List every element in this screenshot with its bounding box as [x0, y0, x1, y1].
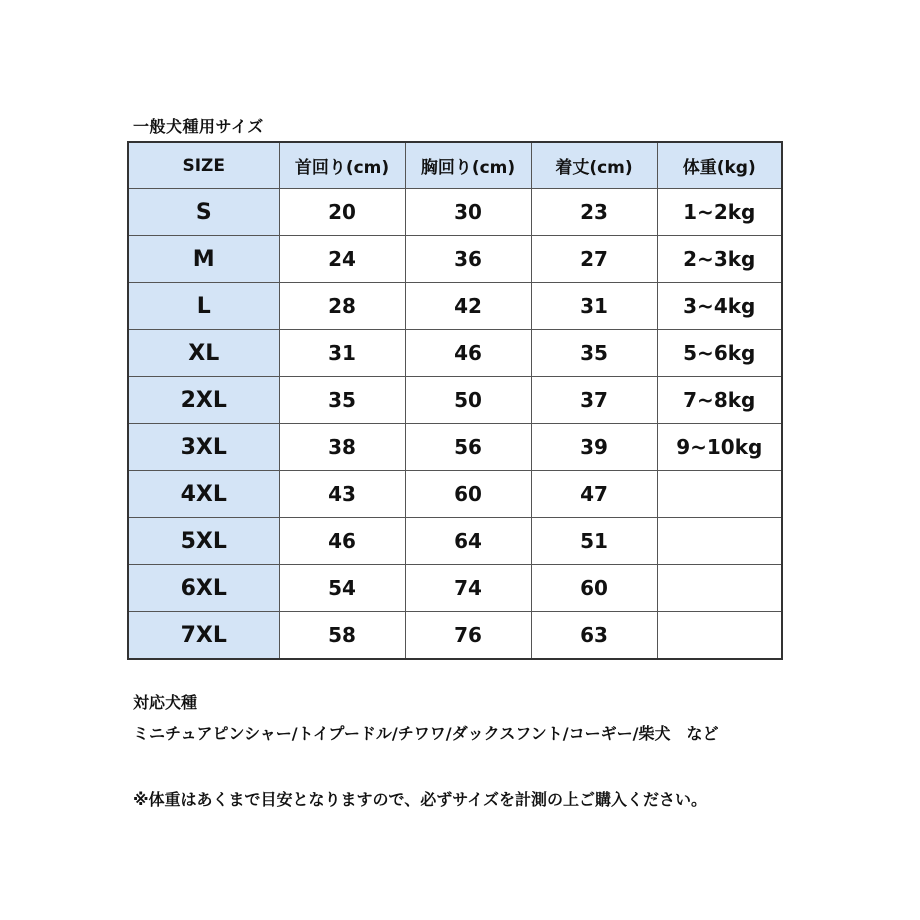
cell-size: XL — [128, 330, 279, 377]
cell-neck: 58 — [279, 612, 405, 660]
cell-chest: 36 — [405, 236, 531, 283]
cell-length: 39 — [531, 424, 657, 471]
cell-neck: 20 — [279, 189, 405, 236]
cell-size: 3XL — [128, 424, 279, 471]
cell-weight — [657, 471, 782, 518]
cell-chest: 74 — [405, 565, 531, 612]
cell-weight: 5~6kg — [657, 330, 782, 377]
cell-chest: 60 — [405, 471, 531, 518]
cell-neck: 24 — [279, 236, 405, 283]
table-row — [128, 330, 782, 377]
size-table — [127, 141, 783, 660]
cell-size: M — [128, 236, 279, 283]
cell-length: 31 — [531, 283, 657, 330]
cell-chest: 42 — [405, 283, 531, 330]
cell-neck: 35 — [279, 377, 405, 424]
cell-size: 4XL — [128, 471, 279, 518]
table-header-row — [128, 142, 782, 189]
cell-size: S — [128, 189, 279, 236]
breeds-list: ミニチュアピンシャー/トイプードル/チワワ/ダックスフント/コーギー/柴犬 など — [133, 724, 719, 743]
weight-note: ※体重はあくまで目安となりますので、必ずサイズを計測の上ご購入ください。 — [133, 790, 707, 809]
cell-length: 47 — [531, 471, 657, 518]
cell-chest: 46 — [405, 330, 531, 377]
cell-neck: 28 — [279, 283, 405, 330]
cell-chest: 50 — [405, 377, 531, 424]
table-row — [128, 236, 782, 283]
cell-length: 37 — [531, 377, 657, 424]
cell-length: 23 — [531, 189, 657, 236]
cell-chest: 56 — [405, 424, 531, 471]
cell-chest: 30 — [405, 189, 531, 236]
cell-weight — [657, 518, 782, 565]
cell-weight — [657, 612, 782, 660]
header-chest: 胸回り(cm) — [405, 142, 531, 189]
table-row — [128, 424, 782, 471]
cell-size: 6XL — [128, 565, 279, 612]
table-row — [128, 283, 782, 330]
cell-size: L — [128, 283, 279, 330]
cell-size: 2XL — [128, 377, 279, 424]
header-neck: 首回り(cm) — [279, 142, 405, 189]
cell-weight: 2~3kg — [657, 236, 782, 283]
cell-length: 63 — [531, 612, 657, 660]
cell-chest: 64 — [405, 518, 531, 565]
cell-size: 5XL — [128, 518, 279, 565]
cell-weight: 9~10kg — [657, 424, 782, 471]
cell-chest: 76 — [405, 612, 531, 660]
cell-weight: 1~2kg — [657, 189, 782, 236]
cell-weight: 3~4kg — [657, 283, 782, 330]
table-row — [128, 565, 782, 612]
cell-neck: 38 — [279, 424, 405, 471]
cell-neck: 46 — [279, 518, 405, 565]
cell-length: 35 — [531, 330, 657, 377]
cell-neck: 54 — [279, 565, 405, 612]
header-size: SIZE — [128, 142, 279, 189]
breeds-label: 対応犬種 — [133, 693, 198, 712]
table-row — [128, 518, 782, 565]
cell-size: 7XL — [128, 612, 279, 660]
page-title: 一般犬種用サイズ — [133, 117, 264, 136]
cell-weight — [657, 565, 782, 612]
cell-neck: 43 — [279, 471, 405, 518]
cell-length: 60 — [531, 565, 657, 612]
header-weight: 体重(kg) — [657, 142, 782, 189]
cell-length: 27 — [531, 236, 657, 283]
cell-neck: 31 — [279, 330, 405, 377]
table-row — [128, 377, 782, 424]
table-row — [128, 612, 782, 660]
cell-weight: 7~8kg — [657, 377, 782, 424]
table-row — [128, 471, 782, 518]
cell-length: 51 — [531, 518, 657, 565]
header-length: 着丈(cm) — [531, 142, 657, 189]
table-row — [128, 189, 782, 236]
